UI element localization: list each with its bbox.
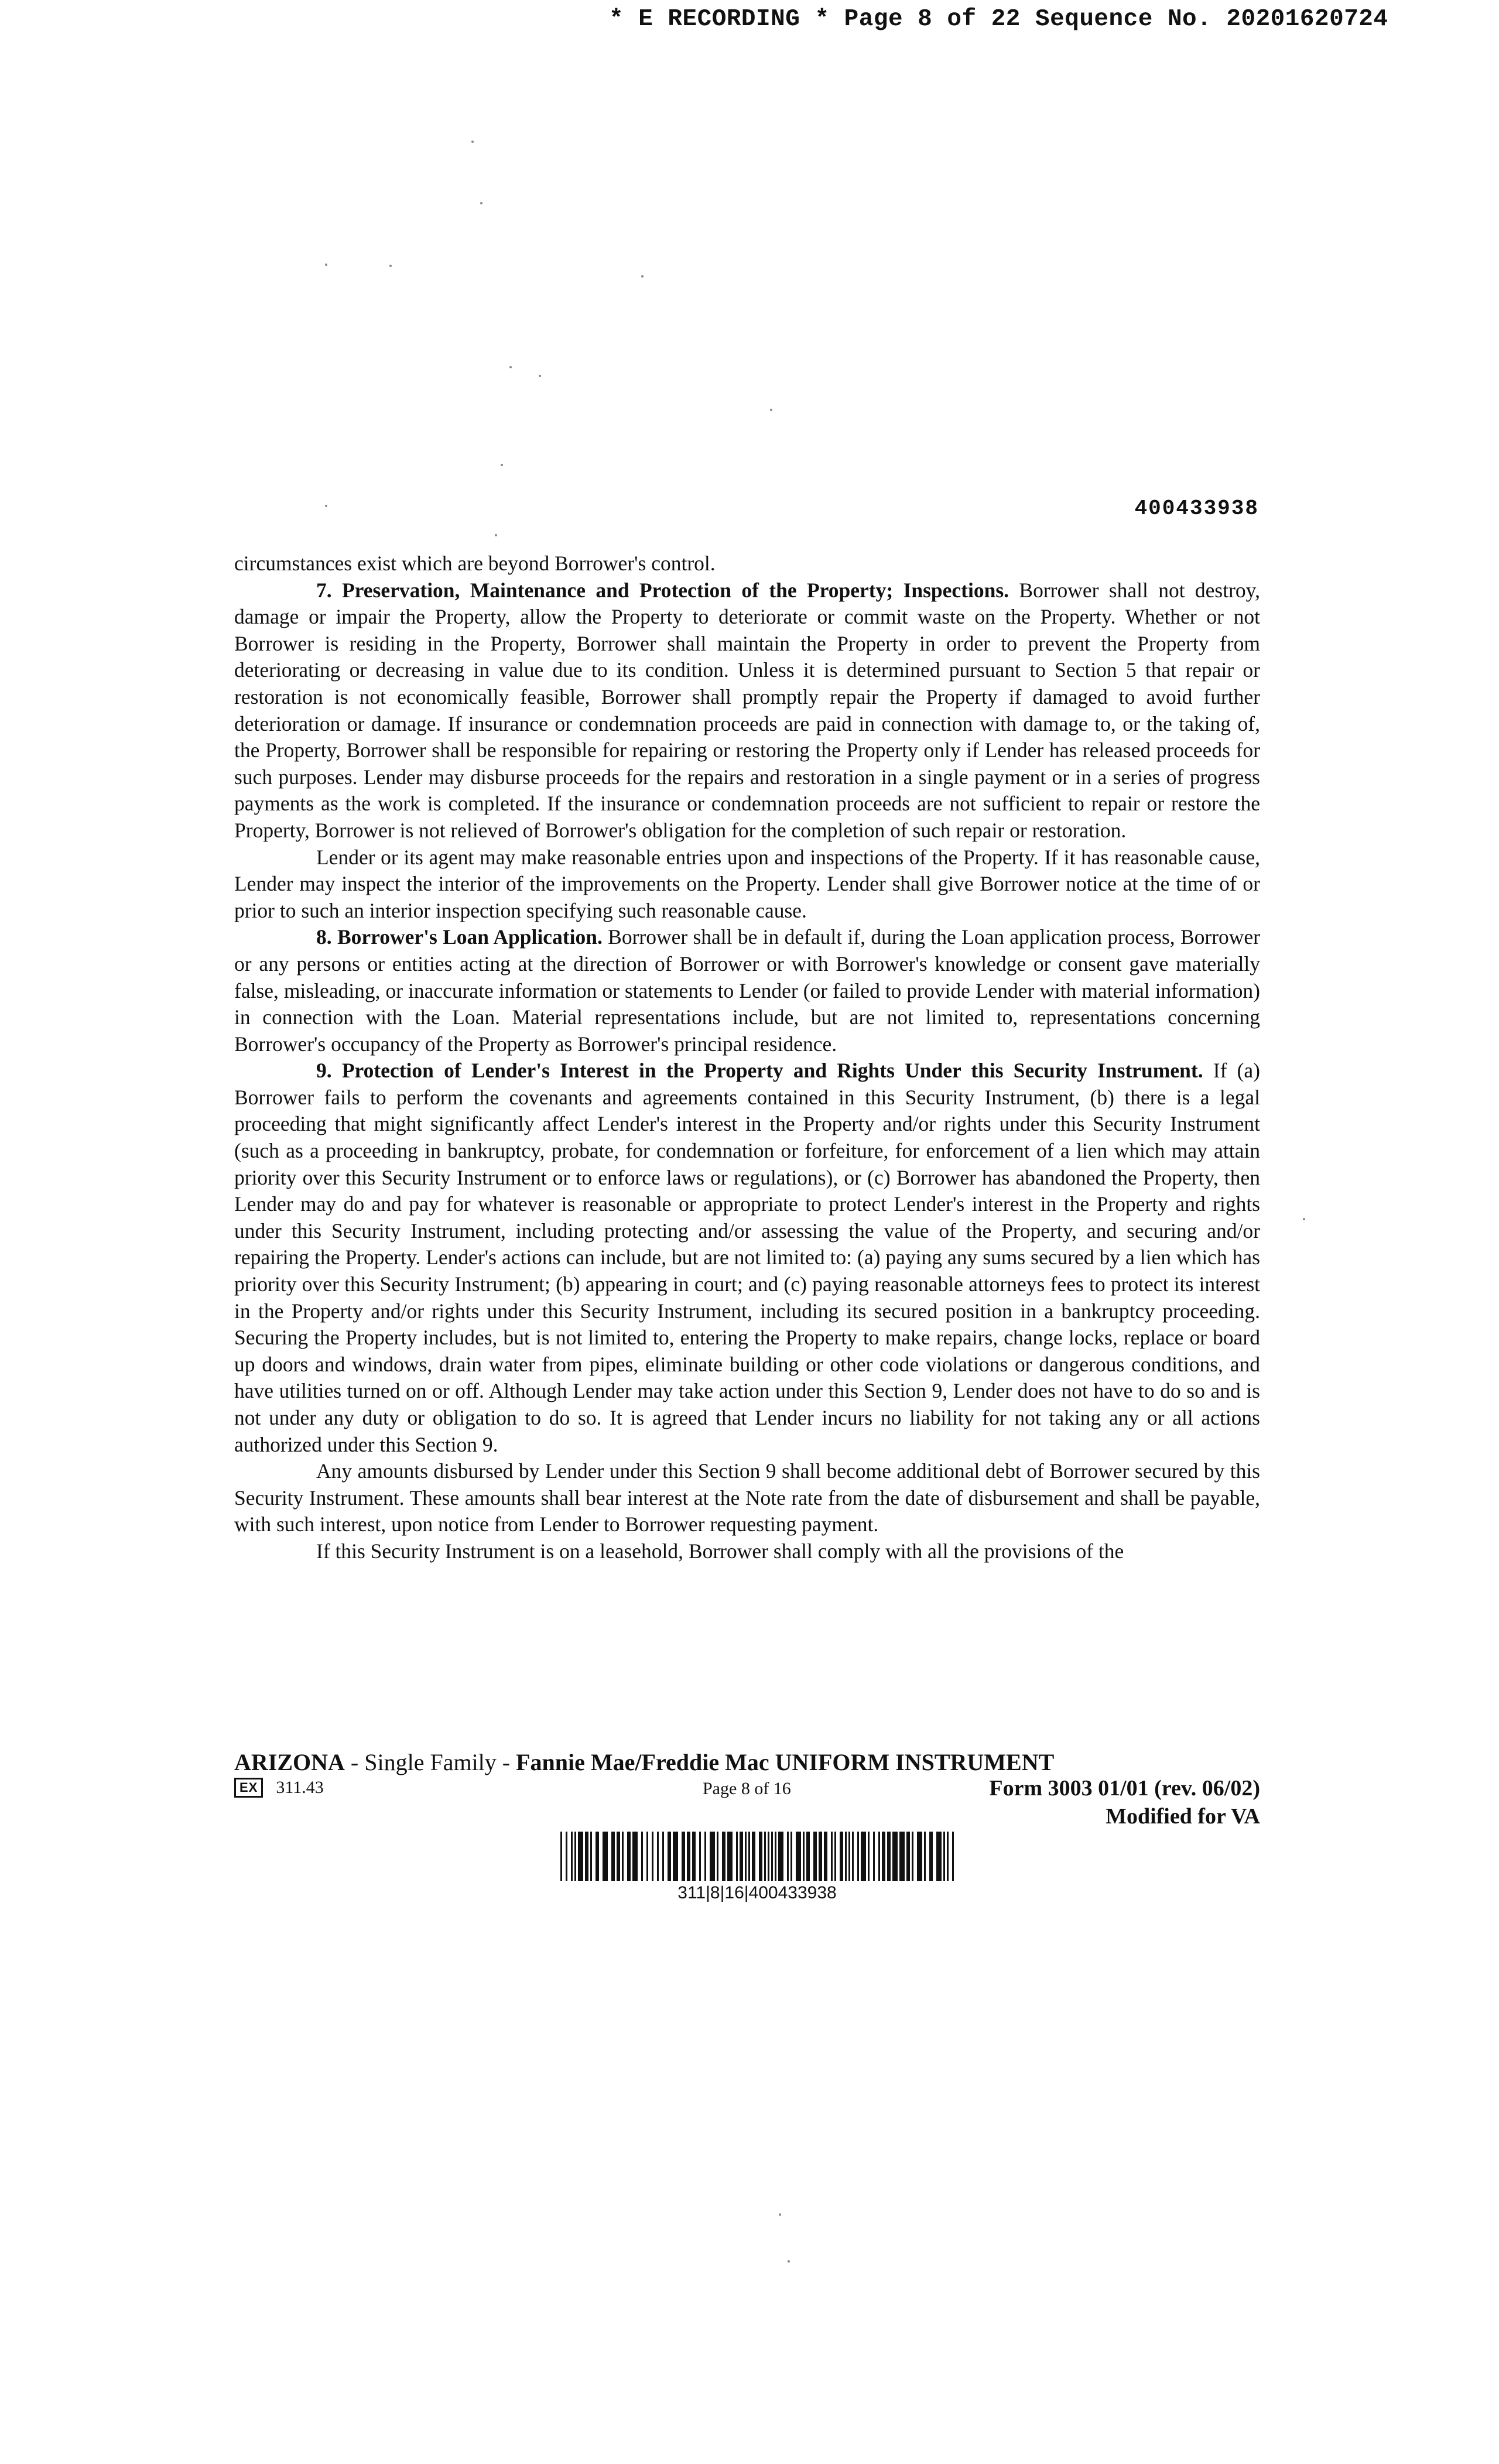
barcode-icon	[558, 1832, 956, 1881]
recording-stamp: * E RECORDING * Page 8 of 22 Sequence No. 20201620724	[609, 6, 1388, 33]
scan-speck	[779, 2213, 781, 2216]
barcode-bar	[878, 1832, 880, 1881]
barcode-bar	[590, 1832, 592, 1881]
barcode-bar	[845, 1832, 847, 1881]
barcode-bar	[947, 1832, 949, 1881]
scan-speck	[1303, 1218, 1305, 1220]
barcode-bar	[682, 1832, 685, 1881]
footer-title	[234, 1748, 1054, 1776]
scan-speck	[471, 141, 474, 143]
barcode-bar	[668, 1832, 671, 1881]
barcode-bar	[899, 1832, 905, 1881]
barcode-bar	[929, 1832, 933, 1881]
scan-speck	[480, 202, 482, 204]
barcode-bar	[662, 1832, 664, 1881]
barcode-bar	[745, 1832, 747, 1881]
barcode-bar	[578, 1832, 583, 1881]
footer-state: ARIZONA	[234, 1749, 345, 1775]
barcode-bar	[768, 1832, 769, 1881]
barcode-bar	[912, 1832, 913, 1881]
barcode-bar	[566, 1832, 567, 1881]
barcode-bar	[652, 1832, 653, 1881]
barcode-bar	[611, 1832, 615, 1881]
barcode-bar	[936, 1832, 942, 1881]
barcode-bar	[673, 1832, 678, 1881]
section-9	[234, 1058, 1260, 1458]
barcode-bar	[736, 1832, 738, 1881]
barcode-bar	[727, 1832, 733, 1881]
barcode-bar	[787, 1832, 789, 1881]
scan-speck	[325, 505, 327, 507]
section-7-title: 7. Preservation, Maintenance and Protection of the Property; Inspections.	[316, 578, 1009, 602]
section-8-title: 8. Borrower's Loan Application.	[316, 925, 603, 949]
footer-form-number: Form 3003 01/01 (rev. 06/02)	[989, 1776, 1260, 1801]
footer-instrument: Fannie Mae/Freddie Mac UNIFORM INSTRUMENT	[516, 1749, 1055, 1775]
footer-form-code: 311.43	[276, 1778, 324, 1797]
footer-row	[234, 1778, 1260, 1807]
barcode-bar	[752, 1832, 755, 1881]
barcode-bar	[622, 1832, 624, 1881]
scan-speck	[788, 2260, 790, 2263]
barcode-bar	[627, 1832, 631, 1881]
paragraph-continuation: circumstances exist which are beyond Borrower's control.	[234, 552, 716, 575]
barcode-bar	[775, 1832, 776, 1881]
barcode-bar	[917, 1832, 922, 1881]
document-body	[234, 550, 1260, 1565]
barcode-bar	[657, 1832, 659, 1881]
barcode-bar	[848, 1832, 850, 1881]
barcode-bar	[771, 1832, 773, 1881]
barcode-bar	[632, 1832, 638, 1881]
scan-speck	[495, 534, 497, 536]
barcode-bar	[813, 1832, 817, 1881]
barcode-bar	[861, 1832, 866, 1881]
footer-modified-note: Modified for VA	[1106, 1804, 1260, 1829]
barcode-bar	[603, 1832, 608, 1881]
barcode-bar	[646, 1832, 648, 1881]
barcode-bar	[924, 1832, 926, 1881]
footer-separator: - Single Family -	[344, 1749, 516, 1775]
barcode-bar	[873, 1832, 875, 1881]
barcode-bar	[699, 1832, 701, 1881]
barcode-bar	[687, 1832, 690, 1881]
barcode-bar	[868, 1832, 870, 1881]
barcode-bar	[704, 1832, 706, 1881]
barcode-bar	[906, 1832, 910, 1881]
barcode-bar	[722, 1832, 725, 1881]
section-7-text: Borrower shall not destroy, damage or impair the Property, allow the Property to deteriorate or commit waste on the Property. Whether or not Borrower is residing in the Property, Borrower shall maintain the Property in order to prevent the Property from deteriorating or decreasing in value due to its condition. Unless it is determined pursuant to Section 5 that repair or restoration is not economically feasible, Borrower shall promptly repair the Property if damaged to avoid further deterioration or damage. If insurance or condemnation proceeds are paid in connection with damage to, or the taking of, the Property, Borrower shall be responsible for repairing or restoring the Property only if Lender has released proceeds for such purposes. Lender may disburse proceeds for the repairs and restoration in a single payment or in a series of progress payments as the work is completed. If the insurance or condemnation proceeds are not sufficient to repair or restore the Property, Borrower is not relieved of Borrower's obligation for the completion of such repair or restoration.	[234, 578, 1260, 842]
barcode-bar	[824, 1832, 827, 1881]
section-7	[234, 577, 1260, 844]
barcode-bar	[759, 1832, 762, 1881]
scan-speck	[501, 464, 503, 466]
barcode-bar	[887, 1832, 891, 1881]
barcode-bar	[803, 1832, 805, 1881]
barcode-bar	[882, 1832, 885, 1881]
barcode-bar	[943, 1832, 945, 1881]
barcode-bar	[748, 1832, 750, 1881]
section-8-text: Borrower shall be in default if, during the Loan application process, Borrower or any persons or entities acting at the direction of Borrower or with Borrower's knowledge or consent gave materially false, misleading, or inaccurate information or statements to Lender (or failed to provide Lender with material information) in connection with the Loan. Material representations include, but are not limited to, representations concerning Borrower's occupancy of the Property as Borrower's principal residence.	[234, 925, 1260, 1056]
footer-code-group	[234, 1778, 324, 1798]
section-9-title: 9. Protection of Lender's Interest in the Property and Rights Under this Security Instrument.	[316, 1059, 1203, 1083]
barcode-caption: 311|8|16|400433938	[677, 1883, 837, 1902]
barcode-bar	[796, 1832, 801, 1881]
scan-speck	[509, 366, 512, 368]
barcode-bar	[717, 1832, 718, 1881]
barcode-bar	[857, 1832, 859, 1881]
section-9-leasehold: If this Security Instrument is on a leasehold, Borrower shall comply with all the provisions of the	[316, 1539, 1124, 1563]
scan-speck	[539, 375, 541, 377]
scan-speck	[641, 275, 644, 278]
barcode-bar	[831, 1832, 833, 1881]
barcode-bar	[596, 1832, 599, 1881]
scan-speck	[325, 263, 327, 266]
section-9-text: If (a) Borrower fails to perform the covenants and agreements contained in this Security Instrument, (b) there is a legal proceeding that might significantly affect Lender's interest in the Property and/or rights under this Security Instrument (such as a proceeding in bankruptcy, probate, for condemnation or forfeiture, for enforcement of a lien which may attain priority over this Security Instrument or to enforce laws or regulations), or (c) Borrower has abandoned the Property, then Lender may do and pay for whatever is reasonable or appropriate to protect Lender's interest in the Property and rights under this Security Instrument, including protecting and/or assessing the value of the Property, and securing and/or repairing the Property. Lender's actions can include, but are not limited to: (a) paying any sums secured by a lien which has priority over this Security Instrument; (b) appearing in court; and (c) paying reasonable attorneys fees to protect its interest in the Property and/or rights under this Security Instrument, including its secured position in a bankruptcy proceeding. Securing the Property includes, but is not limited to, entering the Property to make repairs, change locks, replace or board up doors and windows, drain water from pipes, eliminate building or other code violations or dangerous conditions, and have utilities turned on or off. Although Lender may take action under this Section 9, Lender does not have to do so and is not under any duty or obligation to do so. It is agreed that Lender incurs no liability for not taking any or all actions authorized under this Section 9.	[234, 1059, 1261, 1456]
scan-speck	[389, 265, 392, 267]
barcode-bar	[710, 1832, 715, 1881]
barcode-bar	[790, 1832, 792, 1881]
section-7-inspections: Lender or its agent may make reasonable entries upon and inspections of the Property. If it has reasonable cause, Lender may inspect the interior of the improvements on the Property. Lender shall give Borrower notice at the time of or prior to such an interior inspection specifying such reasonable cause.	[234, 845, 1260, 922]
barcode-bar	[778, 1832, 783, 1881]
barcode-bar	[571, 1832, 573, 1881]
barcode-bar	[806, 1832, 810, 1881]
ellie-mae-logo-icon: EX	[234, 1778, 263, 1798]
barcode-bar	[617, 1832, 620, 1881]
barcode-bar	[764, 1832, 766, 1881]
loan-number: 400433938	[1134, 497, 1259, 521]
scan-speck	[770, 409, 772, 411]
barcode-bar	[692, 1832, 696, 1881]
barcode-bar	[834, 1832, 836, 1881]
barcode-bar	[560, 1832, 562, 1881]
barcode-bar	[952, 1832, 954, 1881]
barcode-bar	[892, 1832, 898, 1881]
barcode-bar	[585, 1832, 588, 1881]
section-8	[234, 924, 1260, 1058]
barcode-bar	[819, 1832, 822, 1881]
footer-page-number: Page 8 of 16	[703, 1779, 791, 1798]
barcode-bar	[852, 1832, 854, 1881]
barcode-bar	[740, 1832, 743, 1881]
barcode-bar	[840, 1832, 843, 1881]
section-9-amounts: Any amounts disbursed by Lender under this Section 9 shall become additional debt of Borrower secured by this Security Instrument. These amounts shall bear interest at the Note rate from the date of disbursement and shall be payable, with such interest, upon notice from Lender to Borrower requesting payment.	[234, 1459, 1260, 1536]
barcode-bar	[641, 1832, 643, 1881]
barcode-bar	[574, 1832, 576, 1881]
